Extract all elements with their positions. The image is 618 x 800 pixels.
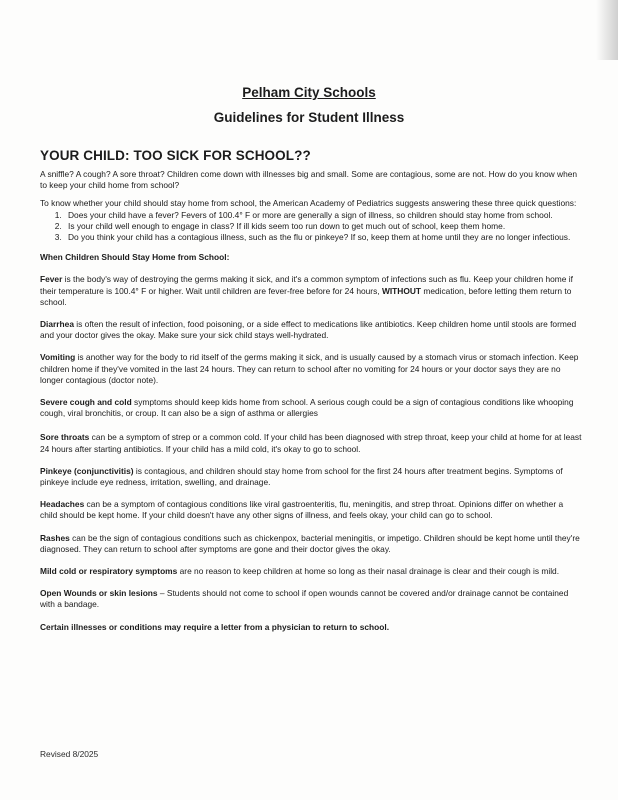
- condition-term: Headaches: [40, 499, 85, 510]
- condition-mild-cold: [40, 566, 582, 577]
- document-header: [0, 84, 618, 127]
- condition-text: is often the result of infection, food poisoning, or a side effect to medications like antibiotics. Keep children home until stools are formed and your doctor gives the okay. Make sure your sick child stays well-hydrated.: [40, 319, 577, 341]
- condition-term: Pinkeye (conjunctivitis): [40, 465, 134, 476]
- condition-term: Vomiting: [40, 352, 76, 363]
- condition-text: symptoms should keep kids home from school. A serious cough could be a sign of contagious conditions like whooping cough, viral bronchitis, or croup. It can also be a sign of asthma or allergies: [40, 397, 574, 419]
- intro-paragraph: A sniffle? A cough? A sore throat? Children come down with illnesses big and small. Some are contagious, some are not. How do you know when to keep your child home from school?: [40, 169, 578, 191]
- condition-term: Severe cough and cold: [40, 397, 132, 408]
- condition-term: Sore throats: [40, 432, 90, 443]
- section-heading: When Children Should Stay Home from School:: [40, 252, 230, 263]
- condition-term: Diarrhea: [40, 319, 74, 330]
- condition-text: is the body's way of destroying the germs making it sick, and it's a common symptom of infections such as flu. Keep your children home if their temperature is 100.4° F or higher. Wait until children are fever-free before for 24 hours,: [40, 274, 573, 296]
- condition-vomiting: [40, 352, 582, 386]
- condition-term: Fever: [40, 274, 63, 285]
- condition-term: Mild cold or respiratory symptoms: [40, 566, 178, 577]
- revision-date: Revised 8/2025: [40, 749, 99, 759]
- scan-edge-shadow: [596, 0, 618, 60]
- condition-headache: [40, 499, 582, 521]
- condition-sore-throat: [40, 432, 582, 454]
- condition-cough: [40, 397, 582, 419]
- document-title: Guidelines for Student Illness: [213, 110, 405, 125]
- question-item: 3. Do you think your child has a contagious illness, such as the flu or pinkeye? If so, keep them at home until they are no longer infectious.: [64, 232, 582, 243]
- condition-text: are no reason to keep children at home so long as their nasal drainage is clear and their cough is mild.: [177, 566, 560, 577]
- page-headline: YOUR CHILD: TOO SICK FOR SCHOOL??: [40, 148, 311, 163]
- question-item: 1. Does your child have a fever? Fevers of 100.4° F or more are generally a sign of illness, so children should stay home from school.: [64, 210, 582, 221]
- physician-letter-notice: Certain illnesses or conditions may require a letter from a physician to return to school.: [40, 621, 390, 632]
- condition-emphasis: WITHOUT: [381, 285, 422, 296]
- condition-text: can be a symptom of strep or a common cold. If your child has been diagnosed with strep throat, keep your child at home for at least 24 hours after starting antibiotics. If your child has a mild cold, it's okay to go to school.: [40, 432, 582, 454]
- condition-rashes: [40, 533, 582, 555]
- condition-text: can be a symptom of contagious conditions like viral gastroenteritis, flu, meningitis, and strep throat. Opinions differ on whether a child should be kept home. If your child doesn't have any other signs of illness, and feels okay, your child can go to school.: [40, 499, 564, 521]
- condition-text: is another way for the body to rid itself of the germs making it sick, and is usually caused by a stomach virus or stomach infection. Keep children home if they've vomited in the last 24 hours. They can return to school after no vomiting for 24 hours or your doctor says they are no longer contagious (doctor note).: [40, 352, 579, 385]
- condition-term: Open Wounds or skin lesions: [40, 588, 158, 599]
- document-body: [40, 147, 582, 633]
- condition-text: – Students should not come to school if open wounds cannot be covered and/or drainage cannot be contained with a bandage.: [40, 588, 569, 610]
- condition-text: is contagious, and children should stay home from school for the first 24 hours after treatment begins. Symptoms of pinkeye include eye redness, irritation, swelling, and drainage.: [40, 465, 563, 488]
- condition-pinkeye: [40, 466, 582, 488]
- condition-wounds: [40, 588, 582, 610]
- condition-diarrhea: [40, 319, 582, 341]
- questions-list: [40, 210, 582, 244]
- condition-term: Rashes: [40, 532, 70, 543]
- intro-questions-lead: To know whether your child should stay home from school, the American Academy of Pediatrics suggests answering these three quick questions:: [40, 198, 577, 209]
- condition-text: medication, before letting them return to school.: [40, 285, 572, 307]
- organization-name: Pelham City Schools: [242, 85, 376, 100]
- condition-fever: [40, 274, 582, 308]
- condition-text: can be the sign of contagious conditions such as chickenpox, bacterial meningitis, or impetigo. Children should be kept home until they're diagnosed. They can return to school after symptoms are gone and their doctor gives the okay.: [40, 532, 580, 554]
- question-item: 2. Is your child well enough to engage in class? If ill kids seem too run down to get much out of school, keep them home.: [64, 221, 582, 232]
